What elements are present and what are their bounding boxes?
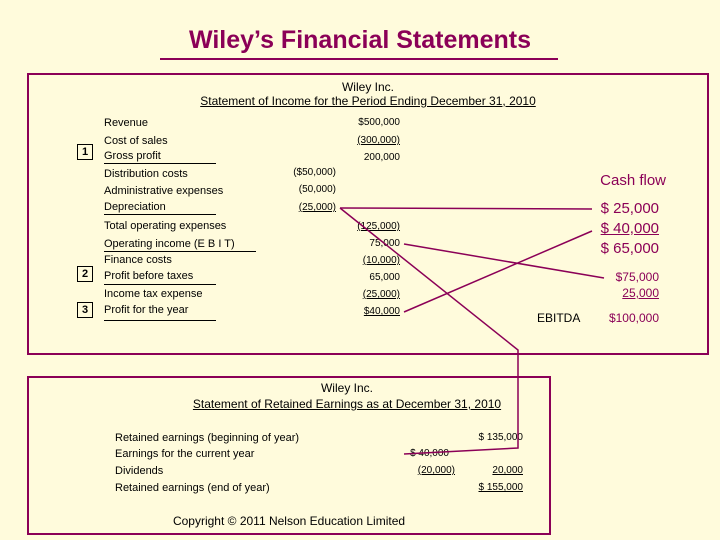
ebitda-depreciation: 25,000 (622, 286, 659, 300)
gross-profit-label: Gross profit (104, 150, 161, 162)
revenue-amount: $500,000 (358, 117, 400, 128)
cash-flow-total: $ 65,000 (600, 240, 659, 257)
retained-beginning-label: Retained earnings (beginning of year) (115, 432, 300, 444)
retained-ending-label: Retained earnings (end of year) (115, 482, 270, 494)
income-tax-label: Income tax expense (104, 288, 203, 300)
profit-before-tax-amount: 65,000 (369, 272, 400, 283)
profit-for-year-amount: $40,000 (363, 306, 400, 317)
step-badge-2: 2 (77, 266, 93, 282)
step-badge-3: 3 (77, 302, 93, 318)
profit-before-taxes-label: Profit before taxes (104, 270, 194, 282)
arrow-ebit (404, 244, 604, 278)
cost-of-sales-label: Cost of sales (104, 135, 168, 147)
retained-beginning-amount: $ 135,000 (478, 432, 523, 443)
profit-for-year-label: Profit for the year (104, 304, 189, 316)
retained-ending-amount: $ 155,000 (478, 482, 523, 493)
ebitda-label: EBITDA (537, 311, 581, 325)
current-earnings-amount: $ 40,000 (410, 448, 449, 459)
ebitda-value: $100,000 (608, 311, 659, 325)
dividends-net-amount: 20,000 (492, 465, 523, 476)
arrow-retained (340, 208, 518, 454)
revenue-label: Revenue (104, 117, 149, 129)
gross-profit-amount: 200,000 (363, 152, 400, 163)
operating-income-label: Operating income (E B I T) (104, 238, 235, 250)
income-company: Wiley Inc. (341, 80, 394, 94)
cash-flow-profit: $ 40,000 (600, 220, 659, 237)
income-heading: Statement of Income for the Period Ending December 31, 2010 (200, 94, 536, 108)
admin-expenses-label: Administrative expenses (104, 185, 224, 197)
cash-flow-title: Cash flow (600, 172, 666, 189)
cost-of-sales-amount: (300,000) (357, 135, 400, 146)
retained-heading: Statement of Retained Earnings as at December 31, 2010 (192, 397, 502, 411)
finance-costs-label: Finance costs (104, 254, 172, 266)
dividends-amount: (20,000) (417, 465, 455, 476)
distribution-amount: ($50,000) (293, 167, 336, 178)
depreciation-amount: (25,000) (298, 202, 336, 213)
current-earnings-label: Earnings for the current year (115, 448, 255, 460)
dividends-label: Dividends (115, 465, 164, 477)
cash-flow-depreciation: $ 25,000 (600, 200, 659, 217)
page-title: Wiley’s Financial Statements (188, 26, 532, 54)
depreciation-label: Depreciation (104, 201, 166, 213)
operating-income-amount: 75,000 (369, 238, 400, 249)
total-operating-amount: (125,000) (357, 221, 400, 232)
step-badge-1: 1 (77, 144, 93, 160)
finance-amount: (10,000) (362, 255, 400, 266)
ebit-value: $75,000 (615, 270, 659, 284)
retained-company: Wiley Inc. (320, 381, 373, 395)
arrow-depreciation (340, 208, 592, 209)
income-tax-amount: (25,000) (362, 289, 400, 300)
total-operating-label: Total operating expenses (104, 220, 227, 232)
distribution-costs-label: Distribution costs (104, 168, 188, 180)
copyright: Copyright © 2011 Nelson Education Limited (172, 514, 406, 528)
admin-amount: (50,000) (298, 184, 336, 195)
